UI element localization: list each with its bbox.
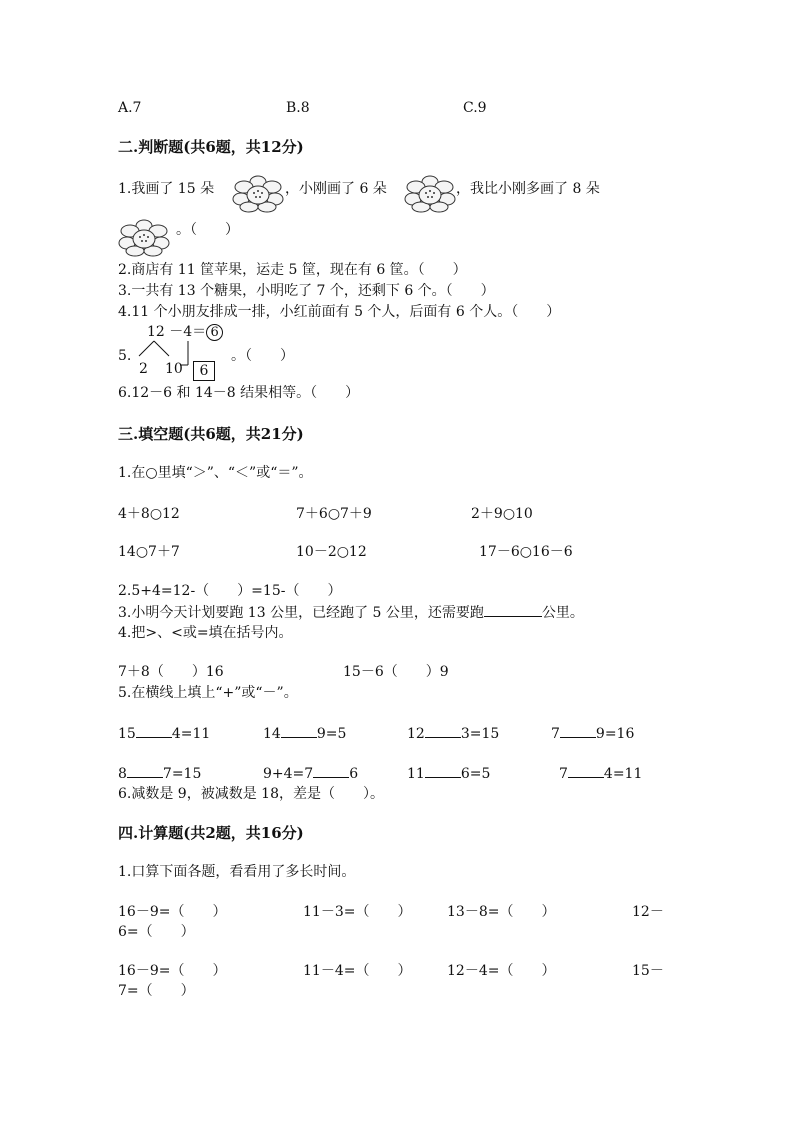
- s3-row2-item3: 17－6○16－6: [479, 544, 573, 560]
- option-b: B.8: [286, 100, 310, 116]
- s3-row2-item2: 10－2○12: [296, 544, 367, 560]
- s2-q5-eq-circle: 6: [206, 324, 223, 341]
- s3-q3: [118, 603, 584, 622]
- s4-row1-wrap: 6=（ ）: [118, 924, 195, 940]
- s3-q5-r2-4: [559, 764, 642, 783]
- s3-q3-tail: 公里。: [541, 605, 584, 621]
- s2-q1-part2: ，小刚画了 6 朵: [285, 181, 387, 197]
- s3-q5-r1-4: [551, 724, 634, 743]
- s3-q3-blank[interactable]: [484, 603, 542, 617]
- blank-right: 7=15: [162, 766, 202, 782]
- blank-left: 9+4=7: [263, 766, 314, 782]
- s3-q3-text: 3.小明今天计划要跑 13 公里，已经跑了 5 公里，还需要跑: [118, 605, 484, 621]
- s2-q1-part3: ，我比小刚多画了 8 朵: [456, 181, 600, 197]
- s2-q5-eq-left: 12 －4＝: [147, 324, 207, 340]
- s4-row1-item1: 16－9=（ ）: [118, 904, 227, 920]
- option-c: C.9: [463, 100, 487, 116]
- s2-q5-n2: 10: [165, 361, 183, 377]
- s3-q4-item2: 15－6（ ）9: [343, 664, 449, 680]
- s4-q1: 1.口算下面各题，看看用了多长时间。: [118, 864, 356, 880]
- s3-q2: 2.5+4=12-（ ）=15-（ ）: [118, 583, 342, 599]
- s4-row2-item4: 15－: [632, 963, 664, 979]
- answer-blank[interactable]: [127, 764, 163, 778]
- answer-blank[interactable]: [425, 764, 461, 778]
- s3-q5-r2-2: [263, 764, 358, 783]
- s2-q2: 2.商店有 11 筐苹果，运走 5 筐，现在有 6 筐。（ ）: [118, 262, 467, 278]
- s2-q3: 3.一共有 13 个糖果，小明吃了 7 个，还剩下 6 个。（ ）: [118, 283, 495, 299]
- s2-q5-tail: 。（ ）: [231, 348, 294, 364]
- blank-right: 3=15: [460, 726, 500, 742]
- s3-q5-r1-3: [407, 724, 499, 743]
- blank-right: 6=5: [460, 766, 491, 782]
- blank-left: 7: [551, 726, 560, 742]
- option-a: A.7: [118, 100, 142, 116]
- blank-right: 6: [349, 766, 359, 782]
- s3-row2-item1: 14○7＋7: [118, 544, 180, 560]
- blank-right: 9=5: [316, 726, 347, 742]
- blank-left: 7: [559, 766, 568, 782]
- flower-icon: [232, 174, 284, 214]
- s3-q5-r2-3: [407, 764, 490, 783]
- s2-q6: 6.12－6 和 14－8 结果相等。（ ）: [118, 385, 360, 401]
- s3-q1: 1.在○里填“＞”、“＜”或“＝”。: [118, 465, 313, 481]
- s3-q6: 6.减数是 9，被减数是 18，差是（ ）。: [118, 786, 384, 802]
- s2-q5-n1: 2: [139, 361, 148, 377]
- answer-blank[interactable]: [425, 724, 461, 738]
- blank-left: 14: [263, 726, 281, 742]
- section2-title: 二.判断题(共6题，共12分): [118, 138, 304, 156]
- answer-blank[interactable]: [281, 724, 317, 738]
- blank-right: 4=11: [171, 726, 211, 742]
- blank-left: 12: [407, 726, 425, 742]
- blank-left: 11: [407, 766, 425, 782]
- blank-left: 15: [118, 726, 136, 742]
- answer-blank[interactable]: [313, 764, 349, 778]
- answer-blank[interactable]: [560, 724, 596, 738]
- s3-q5-r2-1: [118, 764, 201, 783]
- s3-row1-item3: 2＋9○10: [471, 506, 533, 522]
- s2-q4: 4.11 个小朋友排成一排，小红前面有 5 个人，后面有 6 个人。（ ）: [118, 304, 561, 320]
- answer-blank[interactable]: [568, 764, 604, 778]
- s3-q4-item1: 7＋8（ ）16: [118, 664, 224, 680]
- flower-icon: [404, 174, 456, 214]
- s2-q1-part1: 1.我画了 15 朵: [118, 181, 215, 197]
- s3-q5-r1-1: [118, 724, 210, 743]
- s4-row2-item3: 12－4=（ ）: [447, 963, 556, 979]
- blank-right: 4=11: [603, 766, 643, 782]
- flower-icon: [118, 218, 170, 258]
- s4-row1-item4: 12－: [632, 904, 664, 920]
- s4-row1-item3: 13－8=（ ）: [447, 904, 556, 920]
- s4-row2-item2: 11－4=（ ）: [303, 963, 412, 979]
- answer-blank[interactable]: [136, 724, 172, 738]
- s2-q5-label: 5.: [118, 348, 132, 364]
- s3-row1-item2: 7＋6○7＋9: [296, 506, 372, 522]
- s3-q5: 5.在横线上填上“+”或“－”。: [118, 685, 298, 701]
- s3-q5-r1-2: [263, 724, 346, 743]
- s4-row2-wrap: 7=（ ）: [118, 983, 195, 999]
- blank-left: 8: [118, 766, 127, 782]
- section3-title: 三.填空题(共6题，共21分): [118, 425, 304, 443]
- s4-row2-item1: 16－9=（ ）: [118, 963, 227, 979]
- s2-q1-part4: 。（ ）: [176, 222, 239, 238]
- s2-q5-box: 6: [193, 361, 215, 381]
- blank-right: 9=16: [595, 726, 635, 742]
- s4-row1-item2: 11－3=（ ）: [303, 904, 412, 920]
- s3-row1-item1: 4＋8○12: [118, 506, 180, 522]
- s3-q4: 4.把>、<或=填在括号内。: [118, 625, 293, 641]
- section4-title: 四.计算题(共2题，共16分): [118, 824, 304, 842]
